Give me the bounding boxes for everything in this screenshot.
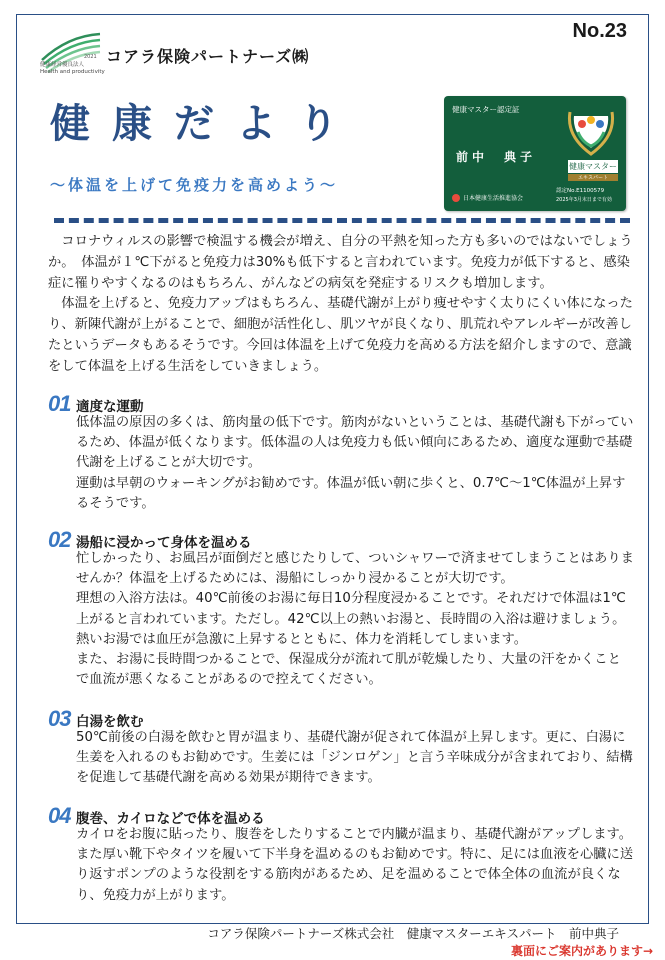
section-paragraph: 低体温の原因の多くは、筋肉量の低下です。筋肉がないということは、基礎代謝も下がっているため、体温が低くなります。低体温の人は免疫力も低い傾向にあるため、適度な運動で基礎代謝を上げることが大切です。 bbox=[76, 415, 634, 471]
logo-cert-line1: 健康経営優良法人 bbox=[40, 62, 85, 68]
section-paragraph: 忙しかったり、お風呂が面倒だと感じたりして、ついシャワーで済ませてしまうことはありませんか？体温を上げるためには、湯船にしっかり浸かることが大切です。 bbox=[76, 551, 634, 587]
section-title: 腹巻、カイロなどで体を温める bbox=[76, 811, 265, 827]
section-warmers bbox=[48, 803, 634, 906]
footer-author: コアラ保険パートナーズ株式会社 健康マスターエキスパート 前中典子 bbox=[207, 926, 619, 941]
section-body bbox=[76, 728, 634, 789]
issuer-logo-icon bbox=[452, 194, 460, 202]
subtitle: ～体温を上げて免疫力を高めよう～ bbox=[50, 176, 339, 194]
section-paragraph: 理想の入浴方法は。40℃前後のお湯に毎日10分程度浸かることです。それだけで体温は1℃上がると言われています。ただし。42℃以上の熱いお湯と、長時間の入浴は避けましょう。熱いお湯では血圧が急激に上昇するとともに、体力を消耗してしまいます。 bbox=[76, 591, 626, 647]
section-bath bbox=[48, 527, 634, 690]
section-paragraph: 運動は早朝のウォーキングがお勧めです。体温が低い朝に歩くと、0.7℃～1℃体温が上昇するそうです。 bbox=[76, 475, 626, 511]
section-number: 03 bbox=[48, 706, 71, 731]
section-paragraph: また、お湯に長時間つかることで、保湿成分が流れて肌が乾燥したり、大量の汗をかくことで血流が悪くなることがあるので控えてください。 bbox=[76, 652, 621, 688]
certificate-master-sub: エキスパート bbox=[568, 174, 618, 181]
section-number: 02 bbox=[48, 527, 71, 552]
issue-number: No.23 bbox=[572, 20, 627, 42]
certificate-issuer-text: 日本健康生活推進協会 bbox=[463, 195, 524, 202]
certificate-master-label: 健康マスター bbox=[569, 162, 617, 171]
health-master-emblem-icon bbox=[562, 102, 620, 162]
section-paragraph: 50℃前後の白湯を飲むと胃が温まり、基礎代謝が促されて体温が上昇します。更に、白湯に生姜を入れるのもお勧めです。生姜には「ジンロゲン」と言う辛味成分が含まれており、結構を促進して基礎代謝を高める効果が期待できます。 bbox=[76, 730, 633, 786]
certificate-issuer bbox=[452, 193, 523, 202]
logo-cert-line2: Health and productivity bbox=[40, 68, 105, 75]
certificate-card bbox=[444, 96, 626, 211]
section-title: 適度な運動 bbox=[76, 399, 144, 415]
section-body bbox=[76, 825, 634, 906]
intro-paragraph: コロナウィルスの影響で検温する機会が増え、自分の平熱を知った方も多いのではないでしょうか。 体温が１℃下がると免疫力は30%も低下すると言われています。免疫力が低下すると、感染症に罹りやすくなるのはもちろん、がんなどの病気を発症するリスクも増加します。 bbox=[48, 234, 633, 291]
divider bbox=[54, 218, 630, 223]
section-title: 白湯を飲む bbox=[76, 714, 144, 730]
certificate-title: 健康マスター認定証 bbox=[452, 105, 520, 114]
logo-cert-label bbox=[40, 62, 105, 75]
logo-year: 2021 bbox=[84, 54, 97, 60]
certificate-number: 認定No.E1100579 bbox=[556, 188, 605, 194]
section-hot-water bbox=[48, 706, 634, 789]
section-body bbox=[76, 413, 634, 514]
section-title: 湯船に浸かって身体を温める bbox=[76, 535, 252, 551]
main-title: 健康だより bbox=[50, 100, 360, 147]
section-number: 01 bbox=[48, 391, 71, 416]
section-number: 04 bbox=[48, 803, 71, 828]
certificate-holder-name: 前中 典子 bbox=[456, 150, 537, 164]
intro-text bbox=[48, 232, 634, 378]
section-exercise bbox=[48, 391, 634, 514]
company-name: コアラ保険パートナーズ㈱ bbox=[106, 47, 310, 66]
intro-paragraph: 体温を上げると、免疫力アップはもちろん、基礎代謝が上がり痩せやすく太りにくい体になったり、新陳代謝が上がることで、細胞が活性化し、肌ツヤが良くなり、肌荒れやアレルギーが改善したというデータもあるそうです。今回は体温を上げて免疫力を高める方法を紹介しますので、意識をして体温を上げる生活をしていきましょう。 bbox=[48, 296, 633, 374]
certificate-expiry: 2025年3月末日まで有効 bbox=[556, 197, 612, 203]
back-page-note: 裏面にご案内があります→ bbox=[510, 944, 653, 958]
section-body bbox=[76, 549, 634, 690]
section-paragraph: カイロをお腹に貼ったり、腹巻をしたりすることで内臓が温まり、基礎代謝がアップします。また厚い靴下やタイツを履いて下半身を温めるのもお勧めです。特に、足には血液を心臓に送り返すポンプのような役割をする筋肉があるため、足を温めることで体全体の血流が良くなり、免疫力が上がります。 bbox=[76, 827, 634, 903]
